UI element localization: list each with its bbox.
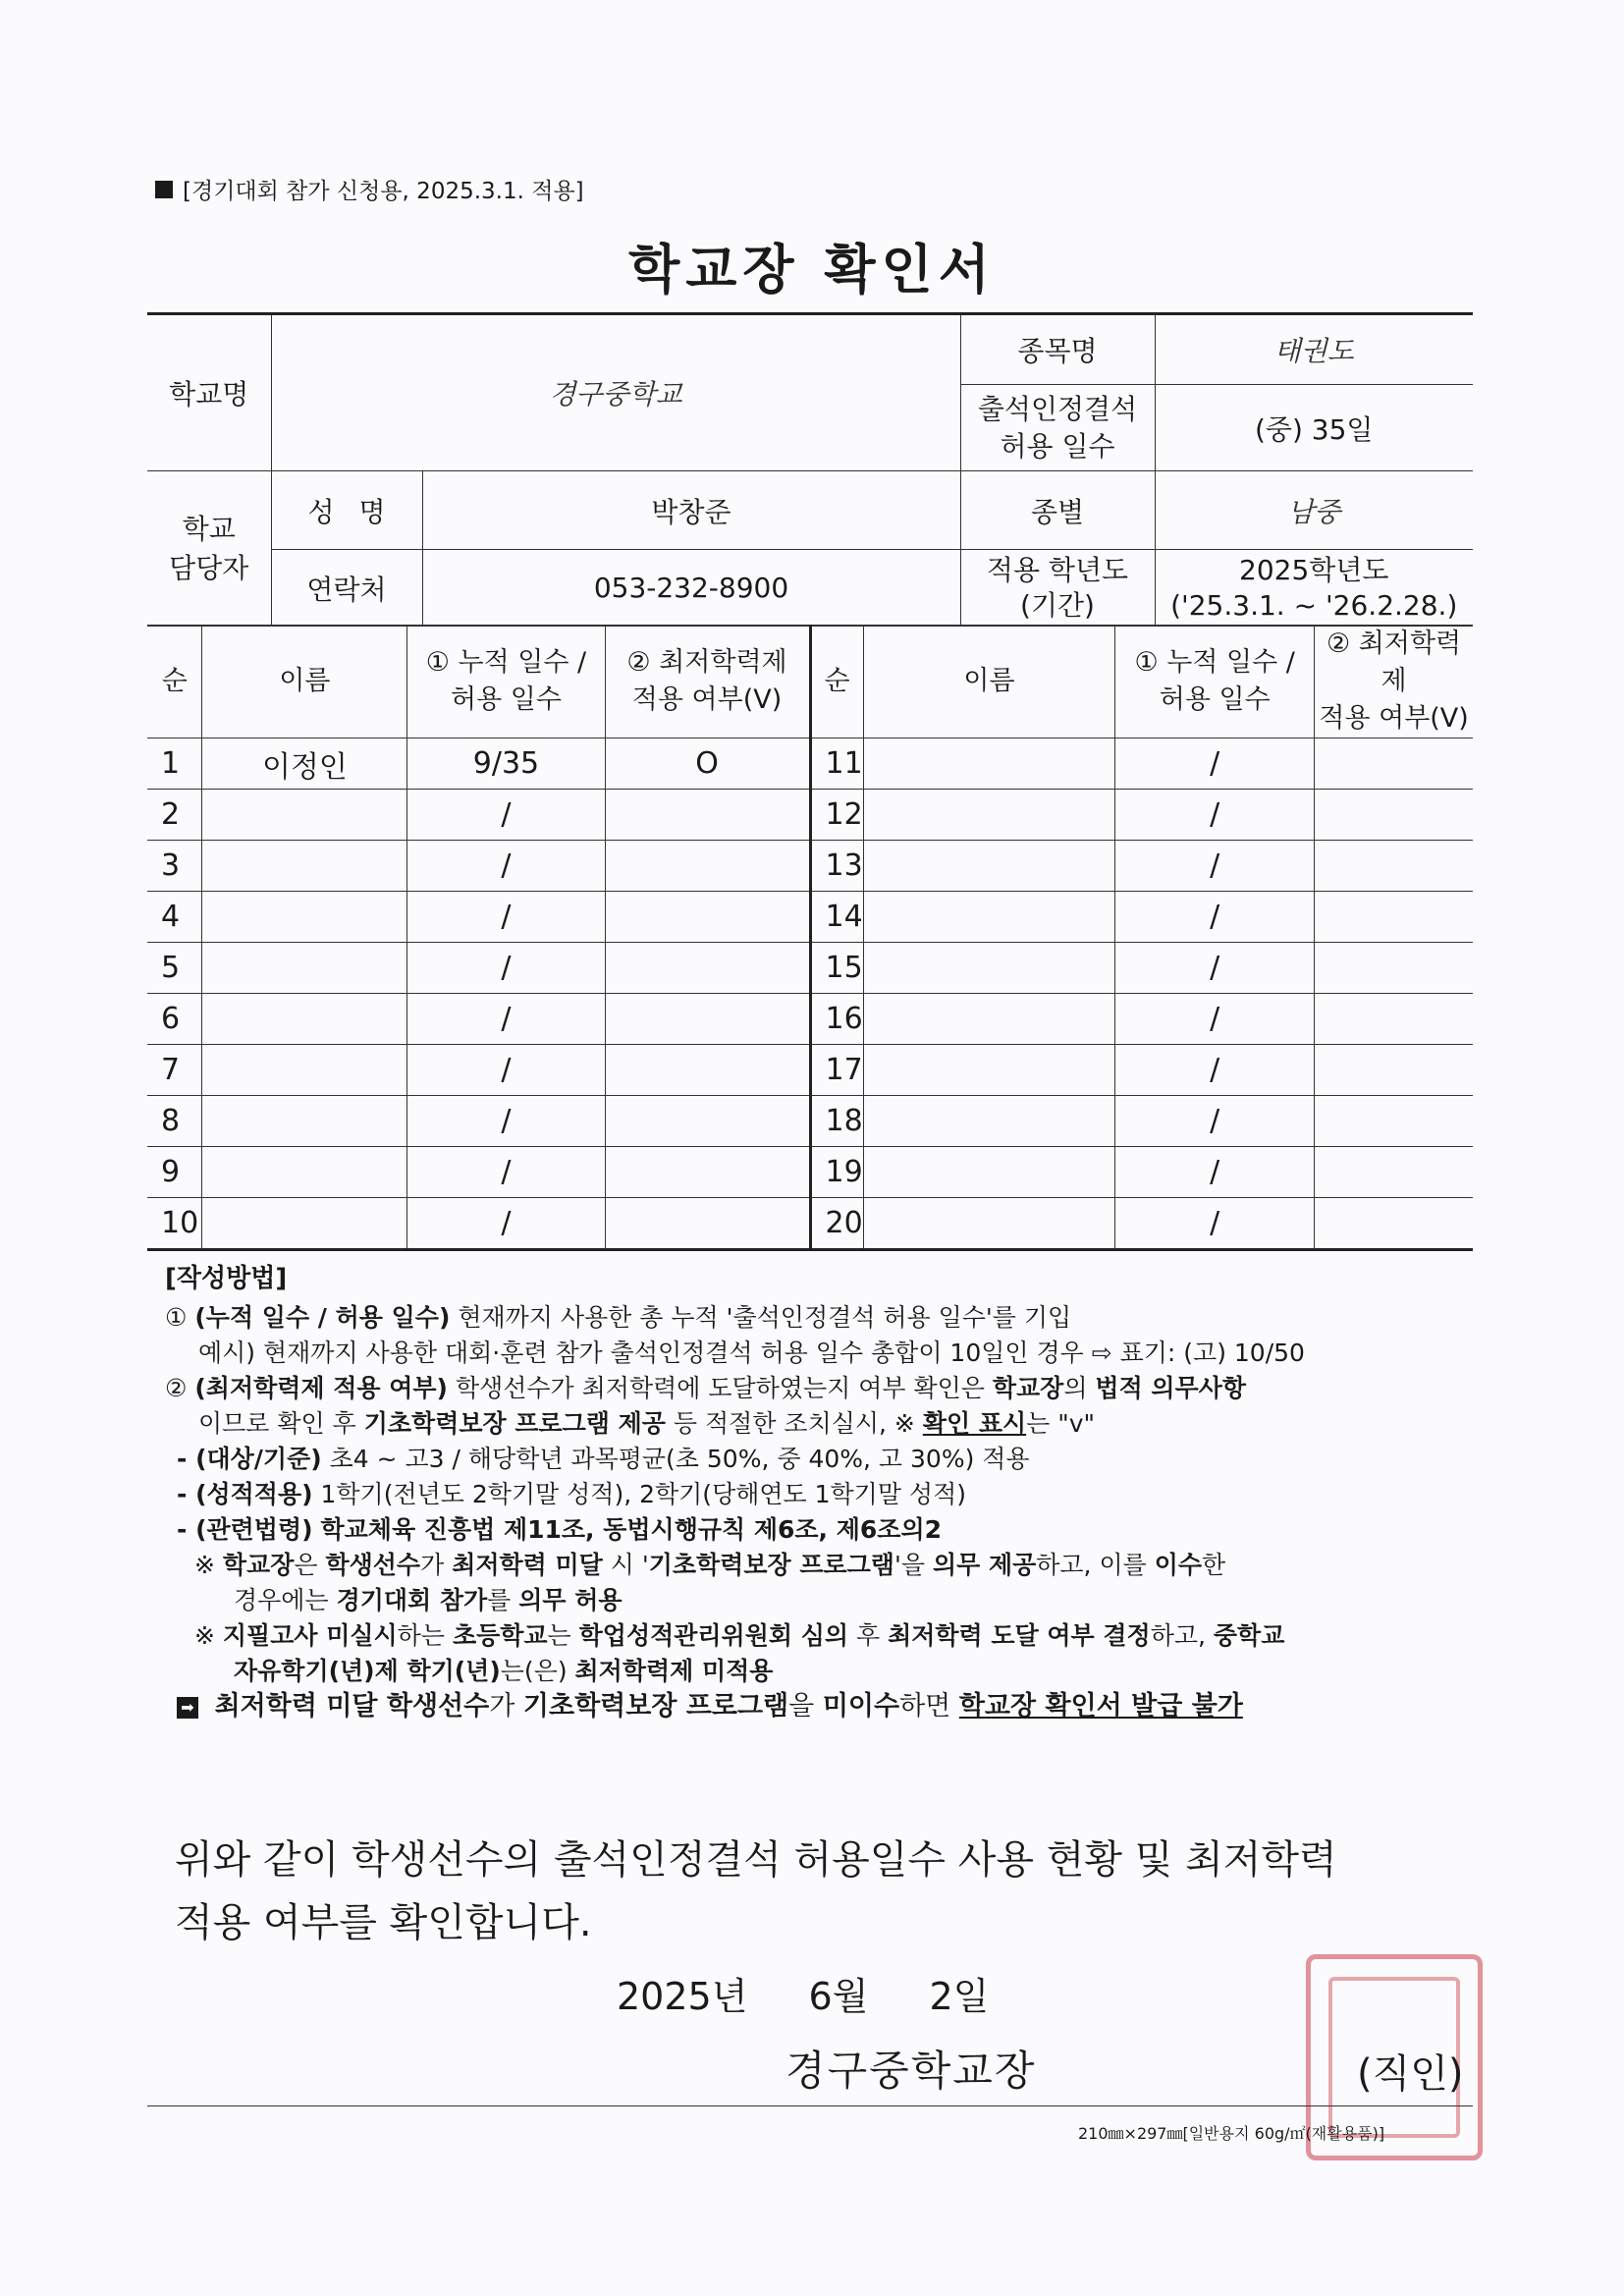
method-final-line	[165, 1689, 1481, 1724]
header-note	[155, 173, 584, 205]
circle-2-marker: ②	[165, 1374, 188, 1402]
gender-label: 종별	[960, 471, 1155, 550]
table-row	[147, 892, 1473, 943]
allowed-days-value: (중) 35일	[1155, 385, 1473, 471]
row-days-2: /	[1115, 943, 1315, 994]
row-days: /	[407, 994, 605, 1045]
header-note-text: [경기대회 참가 신청용, 2025.3.1. 적용]	[183, 179, 584, 204]
allowed-days-label	[960, 385, 1155, 471]
method-l8-b: 학교장	[222, 1551, 295, 1579]
col-header-no-2: 순	[810, 626, 863, 738]
table-row	[147, 1045, 1473, 1096]
student-table	[147, 625, 1473, 1251]
year-label-1: 적용 학년도	[986, 553, 1129, 586]
row-min-2	[1315, 1045, 1473, 1096]
col-header-days2-1: ① 누적 일수 /	[1134, 647, 1295, 678]
contact-value: 053-232-8900	[422, 550, 960, 627]
signer-name: 경구중학교장	[785, 2047, 1037, 2095]
row-days-2: /	[1115, 1096, 1315, 1147]
row-no-2: 15	[810, 943, 863, 994]
table-row	[147, 1147, 1473, 1198]
method-final-a: 최저학력 미달 학생선수	[214, 1691, 490, 1722]
row-min	[605, 841, 810, 892]
date-month: 6월	[808, 1975, 869, 2018]
method-l10-a: ※	[194, 1621, 215, 1650]
year-value-2: ('25.3.1. ~ '26.2.28.)	[1170, 588, 1458, 622]
method-l10-b: 지필고사 미실시	[222, 1621, 398, 1650]
col-header-min2-1: ② 최저학력제	[1326, 629, 1462, 696]
method-l9-d: 의무 허용	[518, 1586, 623, 1614]
row-min-2	[1315, 1096, 1473, 1147]
method-final-c: 기초학력보장 프로그램	[522, 1691, 789, 1722]
method-line-7	[165, 1512, 1481, 1548]
method-line-8	[165, 1548, 1481, 1583]
row-min	[605, 1147, 810, 1198]
row-min	[605, 1045, 810, 1096]
method-l10-c: 하는	[397, 1621, 445, 1650]
row-name-2	[863, 790, 1115, 841]
col-header-days-2: 허용 일수	[450, 684, 562, 715]
method-l8-d: 학생선수	[325, 1551, 421, 1579]
row-min-2	[1315, 1198, 1473, 1250]
row-no: 5	[147, 943, 202, 994]
method-l4-a: 이므로 확인 후	[198, 1409, 356, 1438]
method-final-f: 하면	[899, 1691, 951, 1722]
method-l4-b: 기초학력보장 프로그램 제공	[363, 1409, 666, 1438]
row-no: 6	[147, 994, 202, 1045]
row-name-2	[863, 943, 1115, 994]
row-days-2: /	[1115, 994, 1315, 1045]
row-no-2: 16	[810, 994, 863, 1045]
method-l3-a: 학생선수가 최저학력에 도달하였는지 여부 확인은	[455, 1374, 985, 1402]
method-l8-l: 이수	[1154, 1551, 1203, 1579]
col-header-days	[407, 626, 605, 738]
row-days-2: /	[1115, 790, 1315, 841]
row-no-2: 12	[810, 790, 863, 841]
row-name-2	[863, 994, 1115, 1045]
col-header-min-2col	[1315, 626, 1473, 738]
col-header-days-2col	[1115, 626, 1315, 738]
col-header-min2-2: 적용 여부(V)	[1319, 703, 1469, 734]
row-no-2: 11	[810, 738, 863, 790]
row-name	[202, 1045, 407, 1096]
method-line-10	[165, 1618, 1481, 1654]
method-l4-d: 확인 표시	[922, 1409, 1027, 1438]
row-no: 4	[147, 892, 202, 943]
manager-label	[147, 471, 271, 627]
row-no-2: 14	[810, 892, 863, 943]
row-days: /	[407, 790, 605, 841]
seal-label: (직인)	[1357, 2051, 1464, 2097]
allowed-days-label-1: 출석인정결석	[977, 392, 1138, 425]
method-final-d: 을	[788, 1691, 815, 1722]
row-min: O	[605, 738, 810, 790]
method-l8-e: 가	[420, 1551, 445, 1579]
row-name-2	[863, 738, 1115, 790]
row-min	[605, 790, 810, 841]
method-title: [작성방법]	[165, 1264, 288, 1293]
method-line-2: 예시) 현재까지 사용한 대회·훈련 참가 출석인정결석 허용 일수 총합이 10일인 경우 ⇨ 표기: (고) 10/50	[198, 1339, 1305, 1367]
row-min-2	[1315, 841, 1473, 892]
row-days-2: /	[1115, 1147, 1315, 1198]
table-row	[147, 1198, 1473, 1250]
method-l3-d: 법적 의무사항	[1095, 1374, 1247, 1402]
row-no-2: 18	[810, 1096, 863, 1147]
row-name	[202, 841, 407, 892]
row-name: 이정인	[202, 738, 407, 790]
method-l8-j: 의무 제공	[932, 1551, 1037, 1579]
row-days: /	[407, 841, 605, 892]
method-l8-m: 한	[1202, 1551, 1226, 1579]
method-l8-h: 기초학력보장 프로그램	[648, 1551, 894, 1579]
confirmation-statement	[175, 1829, 1471, 1954]
row-days-2: /	[1115, 841, 1315, 892]
col-header-no: 순	[147, 626, 202, 738]
method-final-e: 미이수	[822, 1691, 900, 1722]
confirmation-line-1: 위와 같이 학생선수의 출석인정결석 허용일수 사용 현황 및 최저학력	[175, 1837, 1337, 1883]
name-label: 성 명	[271, 471, 422, 550]
row-days-2: /	[1115, 1045, 1315, 1096]
row-days-2: /	[1115, 1198, 1315, 1250]
table-row	[147, 1096, 1473, 1147]
row-days: /	[407, 1096, 605, 1147]
row-days-2: /	[1115, 738, 1315, 790]
method-final-b: 가	[489, 1691, 515, 1722]
method-l11-b: 는(은)	[500, 1657, 568, 1685]
row-no: 1	[147, 738, 202, 790]
method-l11-a: 자유학기(년)제 학기(년)	[234, 1657, 501, 1685]
row-min-2	[1315, 1147, 1473, 1198]
row-name	[202, 994, 407, 1045]
method-l10-j: 중학교	[1213, 1621, 1285, 1650]
col-header-days-1: ① 누적 일수 /	[425, 647, 587, 678]
method-l6-bold: - (성적적용)	[177, 1480, 313, 1508]
col-header-days2-2: 허용 일수	[1159, 684, 1271, 715]
row-min	[605, 994, 810, 1045]
method-l11-c: 최저학력제 미적용	[574, 1657, 774, 1685]
col-header-min-1: ② 최저학력제	[626, 647, 787, 678]
method-l10-d: 초등학교	[452, 1621, 548, 1650]
row-name-2	[863, 892, 1115, 943]
row-name-2	[863, 841, 1115, 892]
method-l4-c: 등 적절한 조치실시, ※	[673, 1409, 915, 1438]
bottom-divider	[147, 2105, 1473, 2106]
method-line-9	[165, 1583, 1481, 1618]
row-name	[202, 943, 407, 994]
method-l4-e: 는 "v"	[1026, 1409, 1096, 1438]
row-name-2	[863, 1045, 1115, 1096]
row-no: 3	[147, 841, 202, 892]
table-row	[147, 738, 1473, 790]
row-days: /	[407, 1045, 605, 1096]
arrow-box-icon: ➡	[177, 1697, 198, 1719]
row-no: 9	[147, 1147, 202, 1198]
method-l8-a: ※	[194, 1551, 215, 1579]
row-name	[202, 892, 407, 943]
method-l3-c: 의	[1063, 1374, 1088, 1402]
row-name	[202, 1198, 407, 1250]
method-l7-text: 학교체육 진흥법 제11조, 동법시행규칙 제6조, 제6조의2	[320, 1515, 942, 1544]
col-header-min-2: 적용 여부(V)	[631, 684, 783, 715]
method-l3-b: 학교장	[992, 1374, 1064, 1402]
row-no: 10	[147, 1198, 202, 1250]
method-l10-f: 학업성적관리위원회 심의	[578, 1621, 849, 1650]
method-l5-bold: - (대상/기준)	[177, 1445, 322, 1473]
method-l8-g: 시 '	[610, 1551, 649, 1579]
method-l10-h: 최저학력 도달 여부 결정	[888, 1621, 1151, 1650]
school-label: 학교명	[147, 314, 271, 471]
row-no: 2	[147, 790, 202, 841]
method-l9-b: 경기대회 참가	[336, 1586, 488, 1614]
name-value: 박창준	[422, 471, 960, 550]
sport-label: 종목명	[960, 314, 1155, 385]
info-table	[147, 312, 1473, 627]
row-min	[605, 892, 810, 943]
issue-date	[617, 1966, 1038, 2020]
row-no-2: 17	[810, 1045, 863, 1096]
date-day: 2일	[929, 1975, 990, 2018]
method-l6-text: 1학기(전년도 2학기말 성적), 2학기(당해연도 1학기말 성적)	[320, 1480, 966, 1508]
row-days: 9/35	[407, 738, 605, 790]
row-min	[605, 1198, 810, 1250]
method-l8-c: 은	[294, 1551, 318, 1579]
row-no-2: 20	[810, 1198, 863, 1250]
method-l3-bold: (최저학력제 적용 여부)	[194, 1374, 448, 1402]
row-days: /	[407, 943, 605, 994]
date-year: 2025년	[617, 1975, 748, 2018]
method-line-11	[165, 1654, 1481, 1689]
row-min-2	[1315, 738, 1473, 790]
row-min-2	[1315, 892, 1473, 943]
allowed-days-label-2: 허용 일수	[1000, 429, 1115, 463]
method-l8-i: '을	[893, 1551, 925, 1579]
table-row	[147, 994, 1473, 1045]
method-l10-g: 후	[855, 1621, 881, 1650]
method-l10-e: 는	[547, 1621, 571, 1650]
method-line-3	[165, 1371, 1481, 1406]
row-min-2	[1315, 994, 1473, 1045]
writing-method	[165, 1261, 1481, 1724]
col-header-name: 이름	[202, 626, 407, 738]
method-line-5	[165, 1442, 1481, 1477]
row-no: 8	[147, 1096, 202, 1147]
year-value-1: 2025학년도	[1239, 553, 1389, 586]
manager-label-1: 학교	[182, 512, 236, 545]
page-title: 학교장 확인서	[628, 239, 996, 301]
row-min	[605, 1096, 810, 1147]
method-line-6	[165, 1477, 1481, 1512]
row-no-2: 19	[810, 1147, 863, 1198]
sport-value: 태권도	[1155, 314, 1473, 385]
row-name	[202, 1147, 407, 1198]
row-name	[202, 1096, 407, 1147]
row-min-2	[1315, 790, 1473, 841]
method-l9-c: 를	[487, 1586, 512, 1614]
year-value	[1155, 550, 1473, 627]
year-label-2: (기간)	[1020, 588, 1095, 622]
row-name-2	[863, 1096, 1115, 1147]
row-days: /	[407, 892, 605, 943]
method-l1-text: 현재까지 사용한 총 누적 '출석인정결석 허용 일수'를 기입	[458, 1303, 1072, 1332]
gender-value: 남중	[1155, 471, 1473, 550]
method-l7-bold: - (관련법령)	[177, 1515, 313, 1544]
circle-1-marker: ①	[165, 1303, 188, 1332]
method-l8-k: 하고, 이를	[1036, 1551, 1147, 1579]
school-value: 경구중학교	[271, 314, 960, 471]
method-l5-text: 초4 ~ 고3 / 해당학년 과목평균(초 50%, 중 40%, 고 30%) 적용	[329, 1445, 1030, 1473]
method-line-4	[165, 1406, 1481, 1442]
row-no: 7	[147, 1045, 202, 1096]
row-days: /	[407, 1198, 605, 1250]
method-l10-i: 하고,	[1150, 1621, 1206, 1650]
table-row	[147, 841, 1473, 892]
col-header-min	[605, 626, 810, 738]
method-l1-bold: (누적 일수 / 허용 일수)	[194, 1303, 451, 1332]
row-min-2	[1315, 943, 1473, 994]
method-line-1	[165, 1300, 1481, 1336]
paper-size-note: 210㎜×297㎜[일반용지 60g/㎡(재활용품)]	[1078, 2124, 1385, 2143]
row-no-2: 13	[810, 841, 863, 892]
col-header-name-2: 이름	[863, 626, 1115, 738]
method-final-g: 학교장 확인서 발급 불가	[958, 1691, 1243, 1722]
contact-label: 연락처	[271, 550, 422, 627]
table-row	[147, 790, 1473, 841]
manager-label-2: 담당자	[169, 551, 249, 584]
square-bullet-icon	[155, 181, 173, 198]
row-name	[202, 790, 407, 841]
method-l8-f: 최저학력 미달	[452, 1551, 603, 1579]
row-name-2	[863, 1147, 1115, 1198]
row-days: /	[407, 1147, 605, 1198]
row-min	[605, 943, 810, 994]
method-l9-a: 경우에는	[234, 1586, 329, 1614]
table-row	[147, 943, 1473, 994]
row-name-2	[863, 1198, 1115, 1250]
year-label	[960, 550, 1155, 627]
confirmation-line-2: 적용 여부를 확인합니다.	[175, 1900, 592, 1945]
row-days-2: /	[1115, 892, 1315, 943]
